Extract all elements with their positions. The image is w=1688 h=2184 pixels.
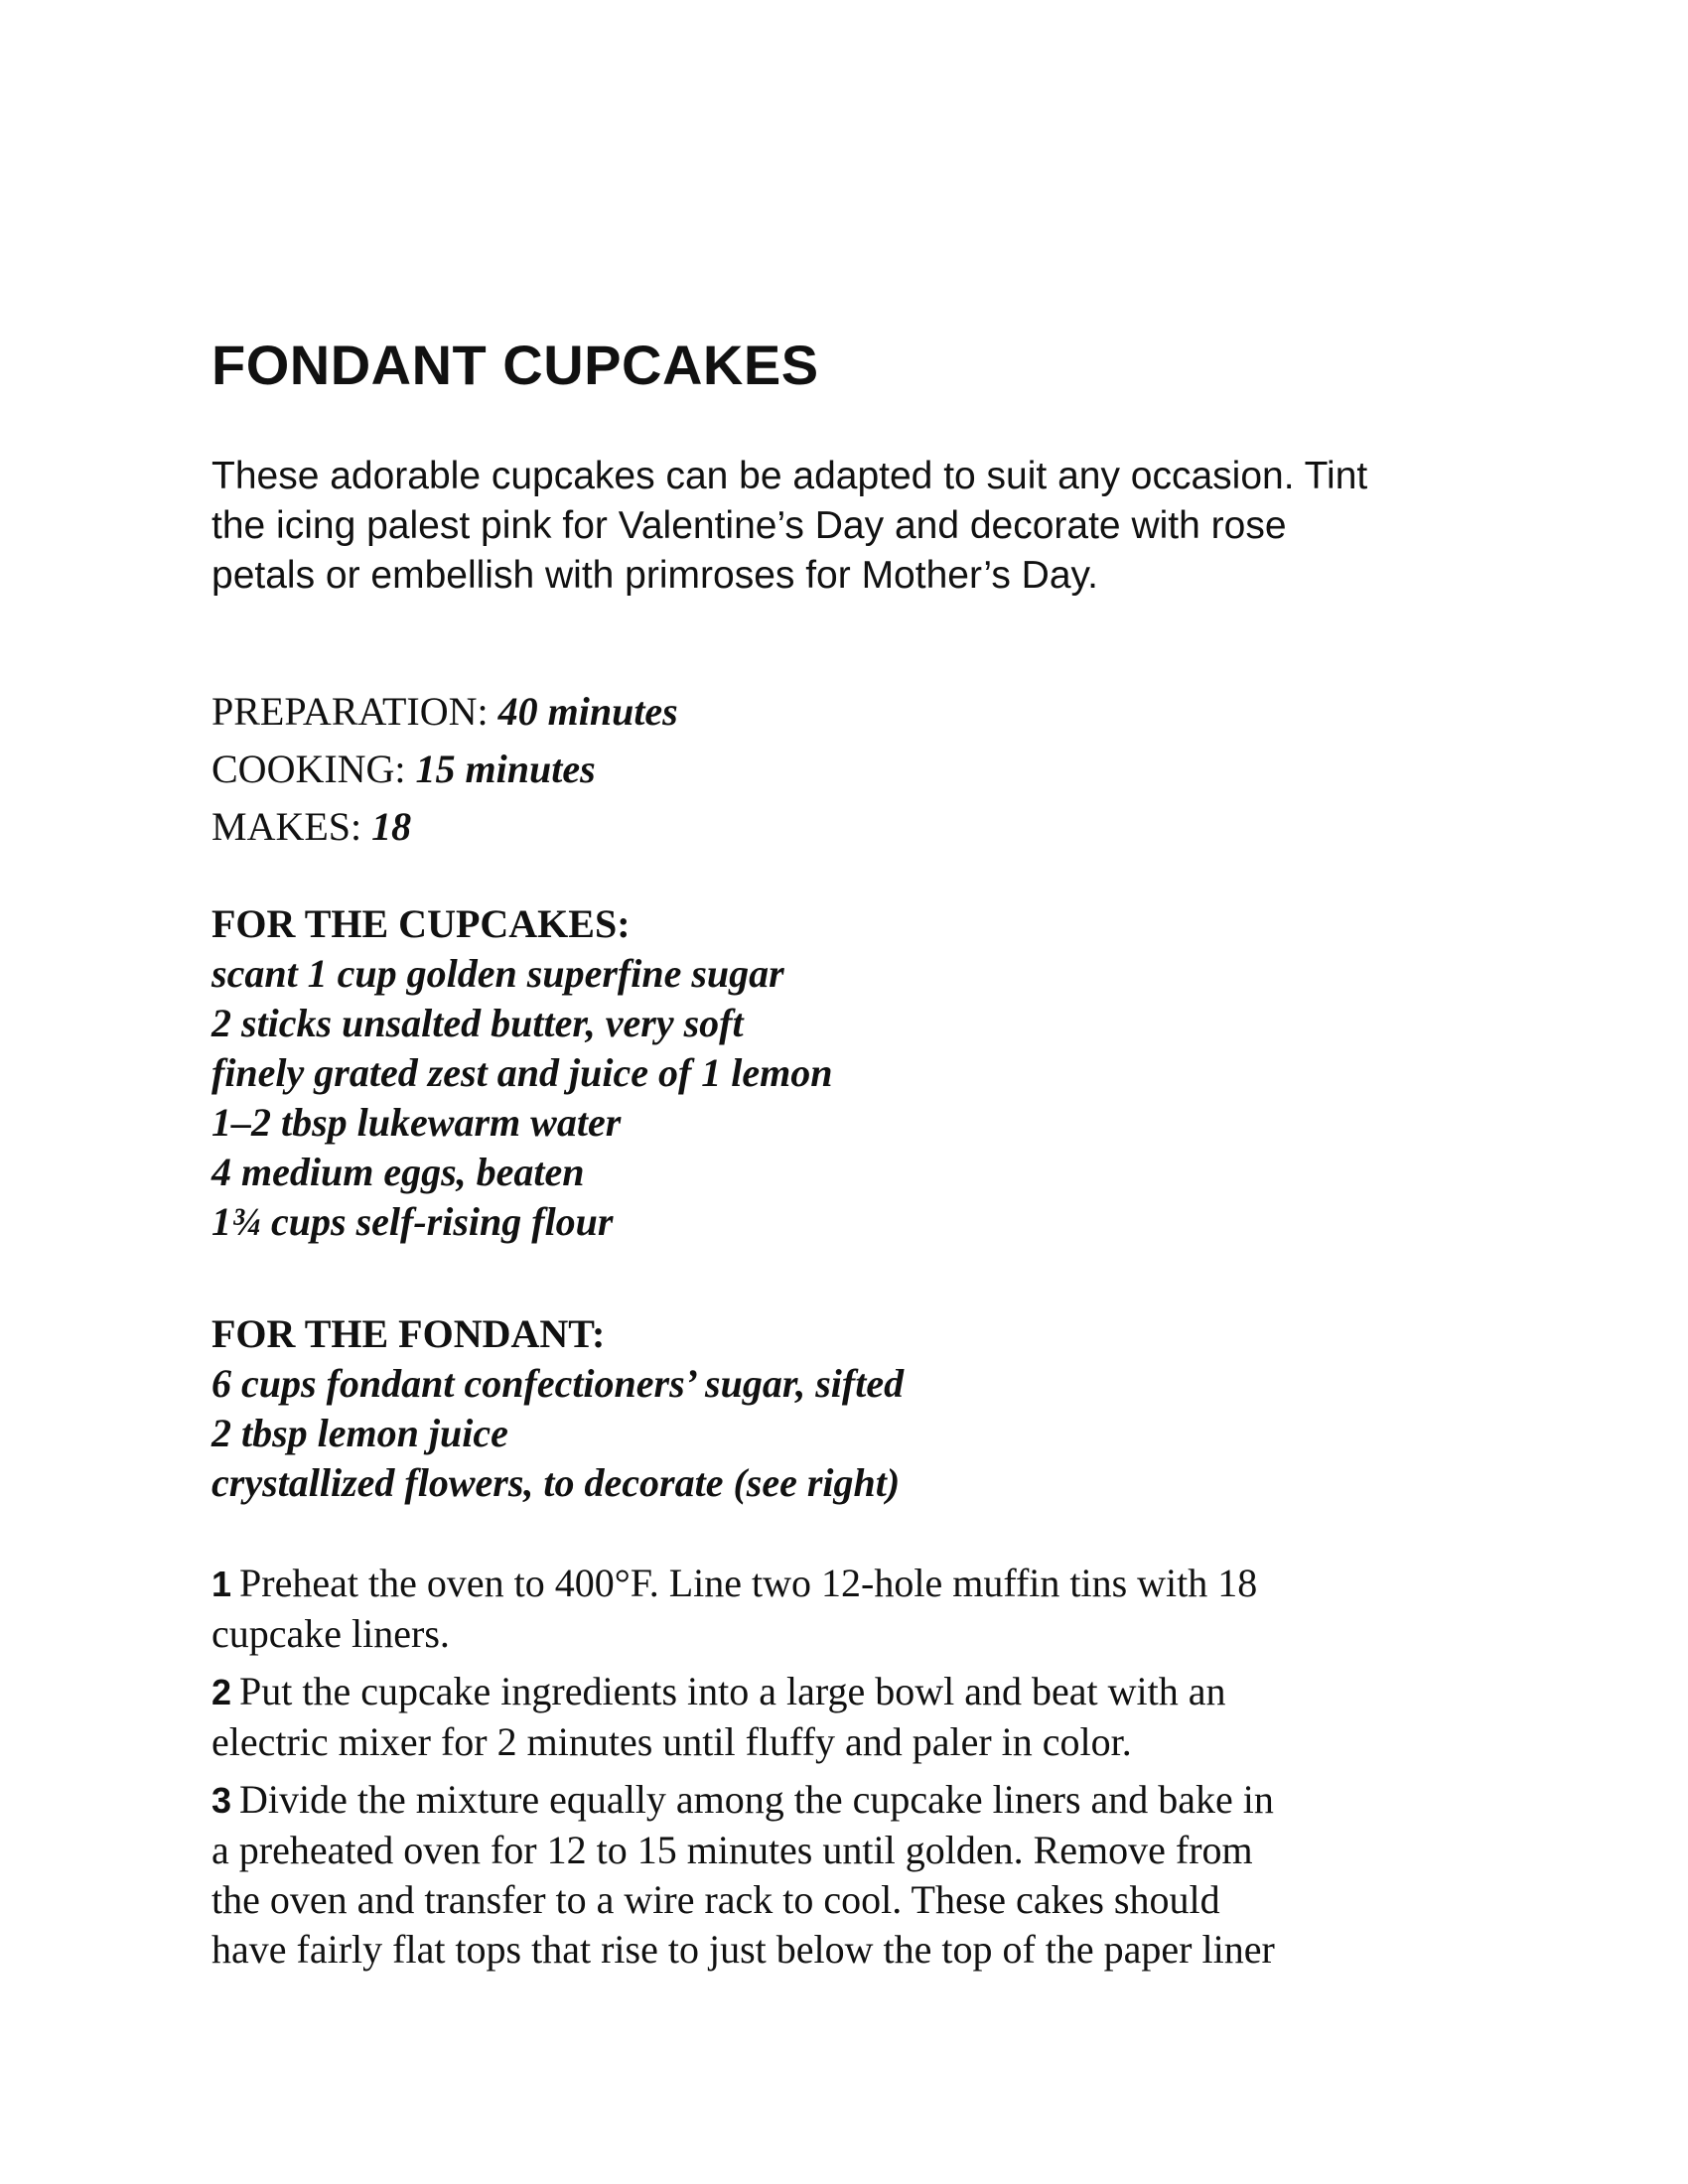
cupcake-ingredients: [211, 899, 833, 1247]
method-steps: [211, 1559, 1502, 1982]
makes-value: 18: [371, 804, 412, 849]
step-number: 1: [211, 1564, 232, 1604]
step-text: Divide the mixture equally among the cupcake liners and bake in: [239, 1777, 1274, 1822]
recipe-meta: [211, 683, 678, 856]
intro-line: These adorable cupcakes can be adapted to suit any occasion. Tint: [211, 455, 1368, 497]
step-number: 2: [211, 1672, 232, 1712]
step-text-line: have fairly flat tops that rise to just below the top of the paper liner: [211, 1927, 1275, 1972]
method-step: [211, 1775, 1502, 1975]
intro-line: petals or embellish with primroses for Mother’s Day.: [211, 554, 1098, 597]
ingredient-item: 4 medium eggs, beaten: [211, 1150, 585, 1194]
cooking-value: 15 minutes: [415, 747, 596, 791]
recipe-title: FONDANT CUPCAKES: [211, 334, 819, 396]
method-step: [211, 1667, 1502, 1767]
recipe-intro: [211, 452, 1502, 601]
ingredient-item: finely grated zest and juice of 1 lemon: [211, 1050, 833, 1095]
makes-row: [211, 798, 678, 856]
ingredient-item: 1–2 tbsp lukewarm water: [211, 1100, 622, 1145]
ingredient-item: crystallized flowers, to decorate (see right): [211, 1460, 901, 1505]
cooking-row: [211, 741, 678, 798]
step-text-line: a preheated oven for 12 to 15 minutes until golden. Remove from: [211, 1828, 1253, 1872]
step-first-line: [211, 1775, 1502, 1826]
intro-line: the icing palest pink for Valentine’s Day and decorate with rose: [211, 504, 1287, 547]
method-step: [211, 1559, 1502, 1659]
fondant-ingredients-heading: FOR THE FONDANT:: [211, 1311, 606, 1356]
step-text-line: the oven and transfer to a wire rack to cool. These cakes should: [211, 1877, 1220, 1922]
preparation-value: 40 minutes: [497, 689, 678, 734]
ingredient-item: scant 1 cup golden superfine sugar: [211, 951, 784, 996]
preparation-row: [211, 683, 678, 741]
step-first-line: [211, 1667, 1502, 1717]
preparation-label: PREPARATION:: [211, 689, 498, 734]
ingredient-item: 6 cups fondant confectioners’ sugar, sifted: [211, 1361, 905, 1406]
step-text-line: cupcake liners.: [211, 1611, 450, 1656]
step-first-line: [211, 1559, 1502, 1609]
ingredient-item: 1¾ cups self-rising flour: [211, 1199, 614, 1244]
makes-label: MAKES:: [211, 804, 372, 849]
cupcake-ingredients-heading: FOR THE CUPCAKES:: [211, 901, 631, 946]
step-text: Put the cupcake ingredients into a large bowl and beat with an: [239, 1669, 1226, 1713]
step-number: 3: [211, 1780, 232, 1821]
ingredient-item: 2 tbsp lemon juice: [211, 1411, 508, 1455]
cooking-label: COOKING:: [211, 747, 416, 791]
fondant-ingredients: [211, 1309, 904, 1508]
step-text: Preheat the oven to 400°F. Line two 12-hole muffin tins with 18: [239, 1561, 1258, 1605]
step-text-line: electric mixer for 2 minutes until fluffy and paler in color.: [211, 1719, 1132, 1764]
ingredient-item: 2 sticks unsalted butter, very soft: [211, 1001, 744, 1045]
